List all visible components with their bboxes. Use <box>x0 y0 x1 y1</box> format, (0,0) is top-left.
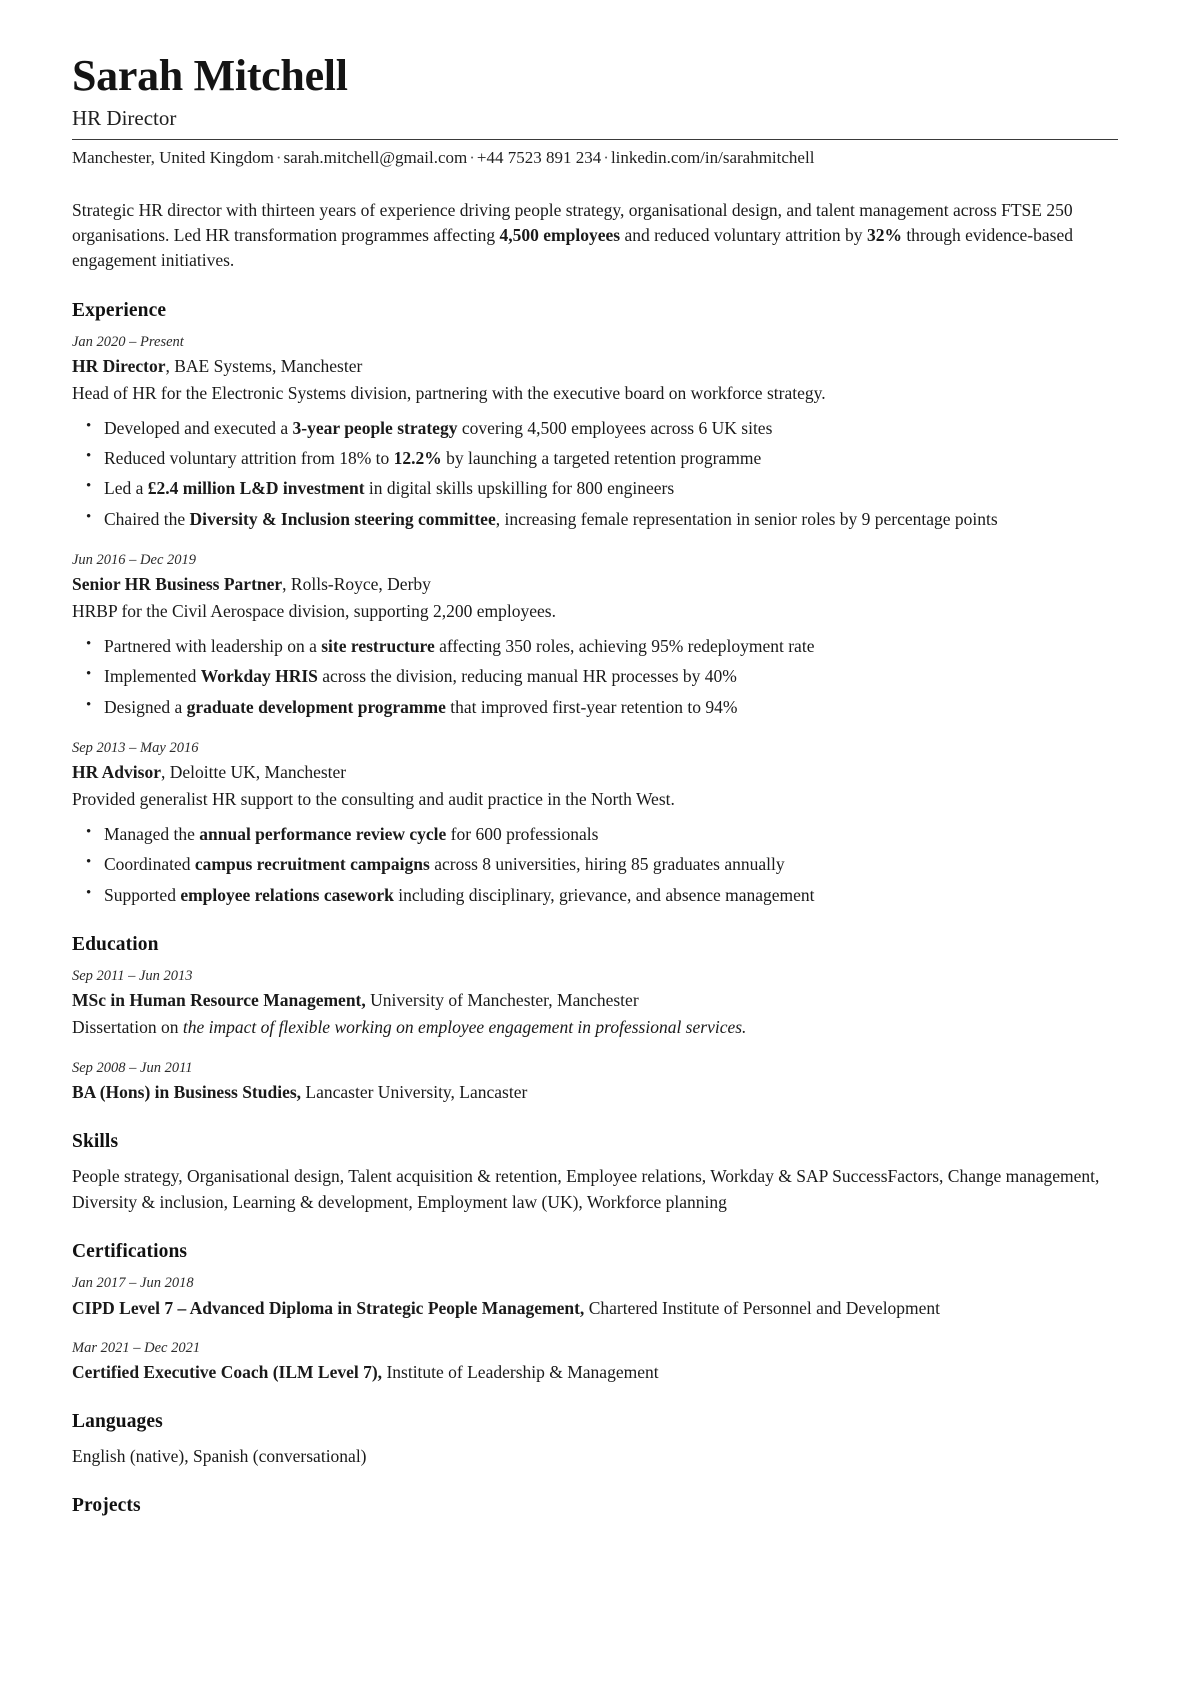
professional-summary <box>72 198 1118 274</box>
bullet-post: covering 4,500 employees across 6 UK sites <box>457 417 773 438</box>
bullet-bold: employee relations casework <box>180 884 394 905</box>
bullet-item <box>102 415 1118 441</box>
bullet-bold: 12.2% <box>393 448 442 469</box>
section-certifications <box>72 1241 1118 1385</box>
bullet-bold: annual performance review cycle <box>199 824 447 845</box>
certification-issuer: Institute of Leadership & Management <box>382 1362 659 1383</box>
experience-role-line <box>72 572 1118 597</box>
certification-issuer: Chartered Institute of Personnel and Development <box>584 1297 941 1318</box>
section-title-skills: Skills <box>72 1130 119 1152</box>
experience-role-line <box>72 760 1118 785</box>
bullet-item <box>102 633 1118 659</box>
experience-description: Head of HR for the Electronic Systems division, partnering with the executive board on workforce strategy. <box>72 382 826 403</box>
bullet-post: across 8 universities, hiring 85 graduates annually <box>429 854 785 875</box>
bullet-bold: site restructure <box>321 636 435 657</box>
education-degree: BA (Hons) in Business Studies, <box>72 1082 302 1103</box>
section-title-projects: Projects <box>72 1495 141 1517</box>
contact-separator-1: · <box>275 147 282 167</box>
section-title-languages: Languages <box>72 1410 163 1432</box>
bullet-pre: Coordinated <box>104 854 195 875</box>
experience-entry <box>72 738 1118 908</box>
summary-text-1: Strategic HR director with thirteen years of experience driving people strategy, organisational design, and talent management across FTSE 250 organisations. Led HR transformation programmes affecting <box>72 199 1073 246</box>
bullet-pre: Partnered with leadership on a <box>104 636 322 657</box>
education-note-italic: the impact of flexible working on employee engagement in professional services. <box>182 1016 747 1037</box>
bullet-item <box>102 445 1118 471</box>
bullet-bold: Workday HRIS <box>200 666 318 687</box>
contact-separator-2: · <box>469 147 475 167</box>
bullet-post: across the division, reducing manual HR processes by 40% <box>317 666 737 687</box>
section-experience <box>72 300 1118 908</box>
experience-role: HR Advisor <box>72 762 161 783</box>
bullet-bold: campus recruitment campaigns <box>194 854 430 875</box>
bullet-post: , increasing female representation in senior roles by 9 percentage points <box>495 508 998 529</box>
bullet-post: for 600 professionals <box>446 824 599 845</box>
section-title-experience: Experience <box>72 299 167 321</box>
education-degree: MSc in Human Resource Management, <box>72 990 366 1011</box>
bullet-item <box>102 851 1118 877</box>
bullet-pre: Reduced voluntary attrition from 18% to <box>104 448 394 469</box>
bullet-pre: Developed and executed a <box>104 417 293 438</box>
certification-date: Jan 2017 – Jun 2018 <box>72 1275 194 1292</box>
contact-line <box>72 147 1118 170</box>
bullet-bold: Diversity & Inclusion steering committee <box>189 508 496 529</box>
experience-bullets <box>72 415 1118 532</box>
summary-text-2: and reduced voluntary attrition by <box>620 225 867 246</box>
bullet-pre: Chaired the <box>104 508 190 529</box>
experience-role-line <box>72 354 1118 379</box>
bullet-post: that improved first-year retention to 94% <box>445 696 738 717</box>
section-languages <box>72 1411 1118 1469</box>
bullet-post: by launching a targeted retention programme <box>441 448 762 469</box>
education-school: University of Manchester, Manchester <box>365 990 639 1011</box>
contact-email[interactable]: sarah.mitchell@gmail.com <box>283 147 468 167</box>
bullet-pre: Led a <box>104 478 148 499</box>
education-degree-line <box>72 1080 1118 1105</box>
summary-text-3: through evidence-based engagement initiatives. <box>72 225 1073 271</box>
certification-name: CIPD Level 7 – Advanced Diploma in Strategic People Management, <box>72 1297 585 1318</box>
education-entry <box>72 1058 1118 1105</box>
bullet-pre: Designed a <box>104 696 187 717</box>
experience-date: Jan 2020 – Present <box>72 333 184 350</box>
resume-header <box>72 52 1118 170</box>
certification-name-line <box>72 1360 1118 1385</box>
education-note-pre: Dissertation on <box>72 1016 183 1037</box>
bullet-post: including disciplinary, grievance, and absence management <box>393 884 815 905</box>
certification-entry <box>72 1273 1118 1320</box>
bullet-item <box>102 821 1118 847</box>
bullet-pre: Managed the <box>104 824 200 845</box>
bullet-post: affecting 350 roles, achieving 95% redeployment rate <box>434 636 815 657</box>
education-date: Sep 2008 – Jun 2011 <box>72 1059 193 1076</box>
candidate-name: Sarah Mitchell <box>72 51 348 100</box>
languages-list: English (native), Spanish (conversational) <box>72 1445 367 1466</box>
experience-org: , Deloitte UK, Manchester <box>160 762 347 783</box>
experience-role: HR Director <box>72 356 166 377</box>
bullet-pre: Implemented <box>104 666 201 687</box>
experience-entry <box>72 332 1118 532</box>
education-degree-line <box>72 988 1118 1013</box>
certification-entry <box>72 1338 1118 1385</box>
contact-separator-3: · <box>603 147 609 167</box>
section-education <box>72 934 1118 1105</box>
section-skills <box>72 1131 1118 1216</box>
experience-entry <box>72 550 1118 720</box>
contact-linkedin[interactable]: linkedin.com/in/sarahmitchell <box>610 147 815 167</box>
bullet-pre: Supported <box>104 884 181 905</box>
bullet-item <box>102 475 1118 501</box>
experience-date: Sep 2013 – May 2016 <box>72 739 199 756</box>
bullet-item <box>102 506 1118 532</box>
bullet-post: in digital skills upskilling for 800 engineers <box>364 478 675 499</box>
candidate-headline: HR Director <box>72 105 177 130</box>
summary-highlight-employees: 4,500 employees <box>499 225 621 246</box>
education-entry <box>72 966 1118 1040</box>
bullet-item <box>102 694 1118 720</box>
experience-role: Senior HR Business Partner <box>72 574 283 595</box>
certification-name: Certified Executive Coach (ILM Level 7), <box>72 1362 383 1383</box>
education-date: Sep 2011 – Jun 2013 <box>72 967 193 984</box>
contact-phone[interactable]: +44 7523 891 234 <box>476 147 602 167</box>
header-divider <box>72 139 1118 140</box>
experience-description: HRBP for the Civil Aerospace division, supporting 2,200 employees. <box>72 600 556 621</box>
education-school: Lancaster University, Lancaster <box>301 1082 528 1103</box>
section-title-education: Education <box>72 933 159 955</box>
section-title-certifications: Certifications <box>72 1241 188 1263</box>
experience-bullets <box>72 821 1118 908</box>
contact-location: Manchester, United Kingdom <box>72 147 274 167</box>
experience-bullets <box>72 633 1118 720</box>
summary-highlight-attrition: 32% <box>866 225 902 246</box>
certification-name-line <box>72 1296 1118 1321</box>
experience-org: , Rolls-Royce, Derby <box>282 574 431 595</box>
bullet-item <box>102 882 1118 908</box>
section-projects <box>72 1495 1118 1517</box>
bullet-item <box>102 663 1118 689</box>
bullet-bold: £2.4 million L&D investment <box>147 478 365 499</box>
certification-date: Mar 2021 – Dec 2021 <box>72 1340 201 1357</box>
bullet-bold: 3-year people strategy <box>292 417 458 438</box>
bullet-bold: graduate development programme <box>186 696 446 717</box>
experience-description: Provided generalist HR support to the consulting and audit practice in the North West. <box>72 788 675 809</box>
skills-list: People strategy, Organisational design, Talent acquisition & retention, Employee relations, Workday & SAP SuccessFactors, Change management, Diversity & inclusion, Learning & development, Employment law (UK), Workforce planning <box>72 1165 1100 1212</box>
experience-date: Jun 2016 – Dec 2019 <box>72 551 197 568</box>
experience-org: , BAE Systems, Manchester <box>165 356 363 377</box>
education-note <box>72 1015 1118 1040</box>
